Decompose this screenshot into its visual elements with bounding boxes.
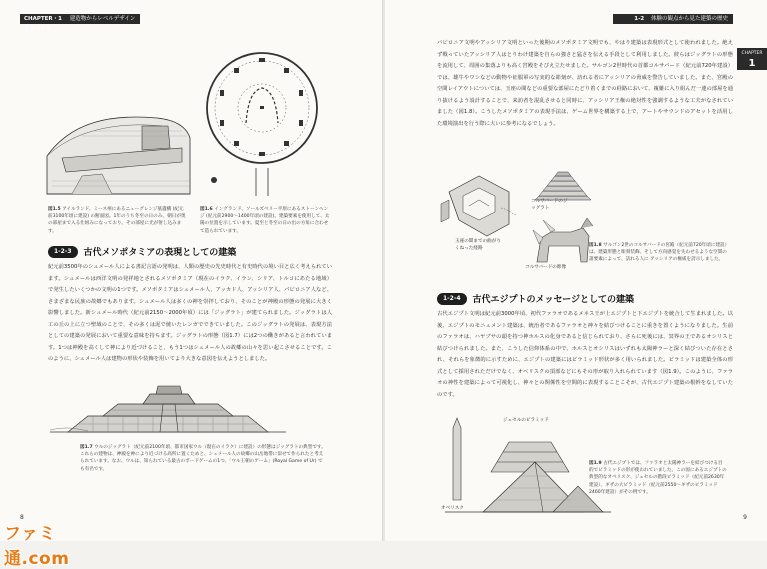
fig15-caption: [48, 206, 188, 235]
fig18-label-path: 玉座の間までの曲がりくねった経路: [455, 239, 501, 251]
fig16-caption: [200, 206, 332, 235]
left-running-header: [20, 14, 140, 32]
section-title: 古代エジプトのメッセージとしての建築: [472, 295, 634, 305]
fig18-number: 図1.8: [589, 243, 602, 248]
fig19-text: 古代エジプトでは、ファラオと太陽神ラーを結びつける目的でピラミッドの形が使われていました。この図にあるエジプトの典型的なオベリスク、ジェセルの階段ピラミッド（紀元前2630年建設）、ギザの大ピラミッド（紀元前2550〜ギザのピラミッド2460年建設）がその例です。: [589, 461, 727, 495]
right-page: [385, 0, 767, 541]
fig18-label-statue: コルサバードの彫像: [525, 265, 567, 270]
watermark-logo: [0, 519, 118, 569]
chapter-tab-label: CHAPTER: [741, 51, 763, 56]
fig18-text: サルゴン2世のコルサバードの宮殿（紀元前720年頃に建設）は、建築形態と彫刻装飾、そして方向感覚を失わせるような空間の諸要素によって、訪れる人に アッシリアの権威を誇示しました。: [589, 243, 727, 263]
section-1-2-4-heading: [437, 292, 634, 305]
fig15-text: アイルランド、ミース州にあるニューグレンジ墓遺構 (紀元前3100年頃に建設) の断面図。1年のうち冬至の日のみ、朝日が奥の部屋まで入る仕組みになっており、その部屋に光が射し込みます。: [48, 207, 186, 234]
left-page: [0, 0, 383, 569]
fig19-number: 図1.9: [589, 461, 602, 466]
stonehenge-plan: [204, 28, 322, 198]
fig19-label-obelisk: オベリスク: [441, 506, 464, 511]
chapter-tab: [737, 48, 767, 70]
fig16-text: イングランド、ソールズベリー平原にあるストーンヘンジ (紀元前2900〜1400年頃の建設)。建築要素を使用して、太陽の位置を示しています。夏至と冬至の日の出の方角に合わせて造られています。: [200, 207, 330, 234]
section-1-2-3-heading: [48, 245, 236, 258]
right-page-number: 9: [743, 514, 747, 521]
chapter-tab-number: 1: [748, 58, 756, 69]
fig15-number: 図1.5: [48, 207, 61, 212]
newgrange-illustration: [42, 86, 192, 206]
header-title: 体験の観点から見た建築の歴史: [650, 16, 728, 22]
fig17-number: 図1.7: [80, 445, 93, 450]
header-section-number: 1-2: [634, 16, 645, 22]
fig18-caption: [589, 242, 727, 264]
fig19-label-djoser: ジェセルのピラミッド: [503, 418, 549, 423]
left-body-text: 紀元前3500年のシュメール人による書記言語の発明は、人類の歴史の先史時代と有史時代の境い目と広く考えられています。シュメールは西洋文明の発祥地とされるメソポタミア（現在のイラク、イラン、シリア、トルコにあたる地域）で発生したいくつかの文明の1つです。メソポタミアはシュメール人、アッカド人、アッシリア人、バビロニア人など、さまざまな民族の故郷でもあります。シュメール人は多くの神を崇拝しており、そのことが神殿の形態の発展に大きく影響しました。新シュメール時代（紀元前2150〜2000年頃）には「ジッグラト」が建てられました。ジッグラトは人工の丘の上に立つ聖域のことで、その多くは泥で焼いたレンガでできていました。このジッグラトの発展は、表現方法としての建築の発展において重要な意味を持ちます。ジッグラトの形態（図1.7）には2つの働きがあると言われています。1つは神殿を高くして神により近づけること、もう1つはシュメール人の故郷の山々を思い起こさせることです。このように、シュメール人は建物の形状や装飾を用いてより大きな意図を伝えようとしました。: [48, 264, 332, 362]
fig19-caption: [589, 460, 727, 496]
left-page-number: 8: [20, 514, 24, 521]
header-chapter: CHAPTER・1: [24, 16, 62, 22]
fig17-caption: [80, 444, 326, 473]
fig18-label-ziggurat: コルサバードのジッグラト: [531, 199, 568, 211]
fig17-text: ウルのジッグラト（紀元前2100年頃、都市国家ウル（現在のイラク）に建設）の形態はジッグラトの典型です。これらの建物は、神殿を神により近づける高所に置くためと、シュメール人の故郷の山岳地帯に似せて作られたと考えられています。なお、ウルは、知られている最古のボードゲームの1つ、「ウル王朝のゲーム」(Royal Game of Ur) でも有名です。: [80, 445, 326, 472]
right-body-text-2: 古代エジプト文明は紀元前3000年頃、初代ファラオであるメネス王が上エジプトと下エジプトを統合して生まれました。以後、エジプトのモニュメント建築は、統治者であるファラオと神々を結びつけることに重きを置くようになりました。生前のファラオは、ハヤブサの頭を持つ神ホルスの化身であると信じられており、さらに死後には、冥界の王であるオシリスと結びつけられました。また、こうした信仰体系の中で、ホルスとオシリスはいずれも太陽神ラーと深く結びついた存在とされ、それらを象徴的に示すために、エジプトの建築にはピラミッド形状が多く用いられました。ピラミッドは建築全体の形式として採用されただけでなく、オベリスクの頂部などにもその形が取り入れられています（図1.9）。このように、ファラオの神性を建築によって可視化し、神々との関係性を空間的に表現することこそが、古代エジプト建築の根幹をなしていたのです。: [437, 311, 733, 398]
watermark-text: ファミ通.com: [4, 524, 70, 569]
fig16-number: 図1.6: [200, 207, 213, 212]
section-number-badge: 1-2-4: [437, 293, 467, 305]
right-running-header: [613, 14, 733, 24]
section-number-badge: 1-2-3: [48, 246, 78, 258]
right-body-text-1: バビロニア文明やアッシリア文明といった後期のメソポタミア文明でも、やはり建築は表現形式として使われました。絶えず戦っていたアッシリア人はとりわけ建築を自らの強さと猛さを伝える手段として利用しました。彼らはジッグラトの形態を流用して、周囲の集落よりも高く宮殿をそびえ立たせました。サルゴン2世時代の首都コルサバード（紀元前720年建設）では、雄牛やワシなどの動物や征服軍の写実的な彫刻が、訪れる者にアッシリアの脅威を警告していました。また、宮殿の空間レイアウトについては、玉座の間などの重要な部屋にたどり着くまでの経路において、複雑に入り組んだ一連の部屋を通り抜けるよう設計することで、来訪者を混乱させると同時に、アッシリア王権の絶対性を強調するような工夫がなされていました（図1.8）。こうしたメソポタミアの表現手法は、ゲーム世界を構築する上で、アートやサウンドのアセットを活用した環境演出を行う際に大いに参考になるでしょう。: [437, 40, 733, 127]
header-title: 建造物からレベルデザインを学ぶ準備: [24, 16, 136, 32]
egyptian-monuments-illustration: [443, 412, 613, 518]
section-title: 古代メソポタミアの表現としての建築: [83, 248, 237, 258]
ziggurat-of-ur-illustration: [48, 382, 288, 434]
